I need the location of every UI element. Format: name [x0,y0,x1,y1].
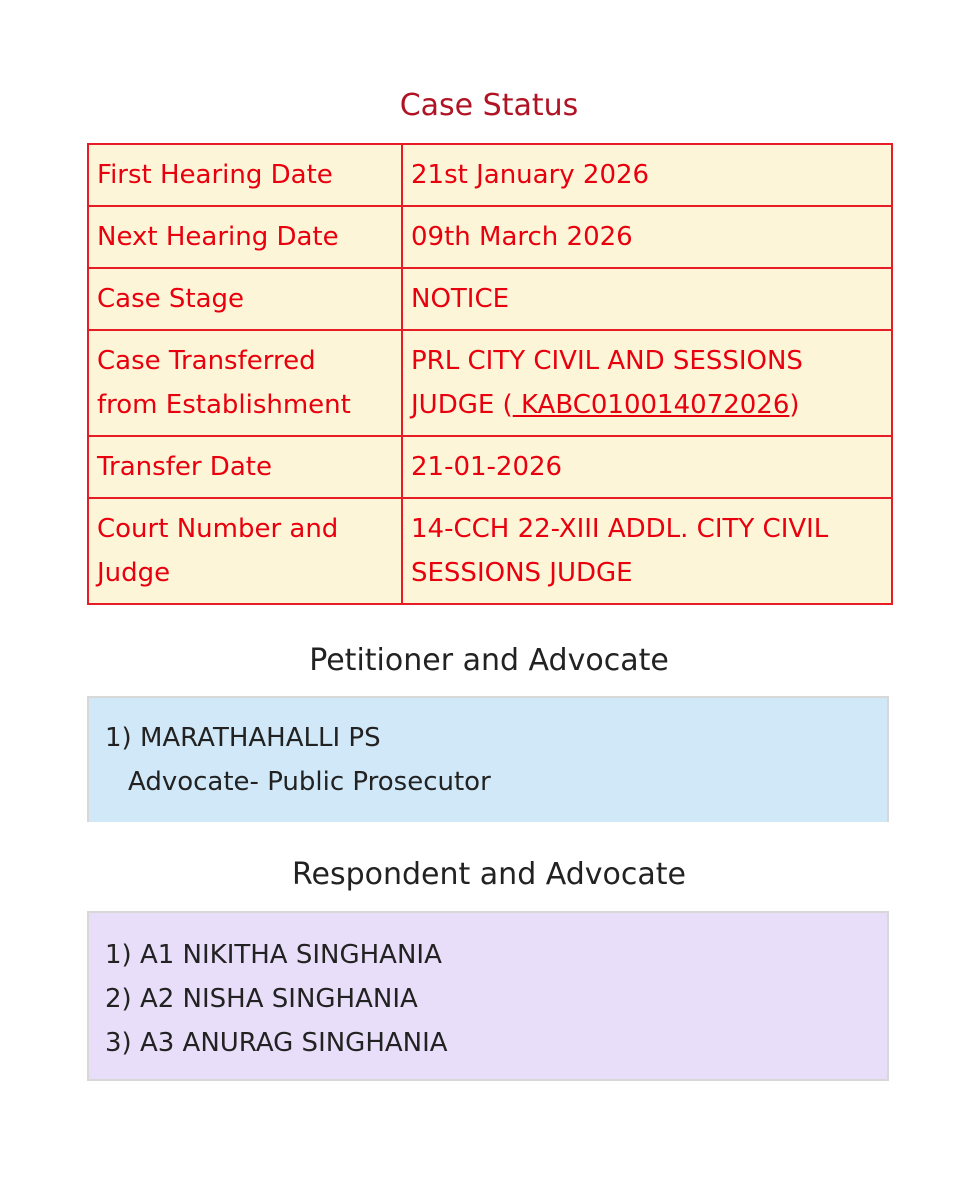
court-number-label-line1: Court Number and [97,514,339,544]
table-row [88,498,892,604]
respondent-box [87,911,889,1081]
case-transferred-value-suffix: ) [789,390,800,420]
transferred-case-link[interactable]: KABC010014072026 [512,390,790,420]
case-transferred-label-line2: from Establishment [97,390,351,420]
court-number-label-line2: Judge [97,558,171,588]
case-status-title: Case Status [399,88,579,123]
court-number-value [402,498,892,604]
case-stage-label: Case Stage [88,268,402,330]
case-transferred-value-prefix: JUDGE ( [411,390,513,420]
table-row [88,330,892,436]
next-hearing-date-label: Next Hearing Date [88,206,402,268]
petitioner-box [87,696,889,822]
first-hearing-date-value: 21st January 2026 [402,144,892,206]
case-transferred-value-line2 [411,383,883,427]
case-status-table [87,143,893,605]
transfer-date-value: 21-01-2026 [402,436,892,498]
transfer-date-label: Transfer Date [88,436,402,498]
respondent-item: 3) A3 ANURAG SINGHANIA [105,1028,448,1058]
petitioner-advocate: Advocate- Public Prosecutor [128,767,491,797]
respondent-title: Respondent and Advocate [291,857,687,892]
next-hearing-date-value: 09th March 2026 [402,206,892,268]
petitioner-name: 1) MARATHAHALLI PS [105,723,381,753]
case-stage-value: NOTICE [402,268,892,330]
court-number-value-line1: 14-CCH 22-XIII ADDL. CITY CIVIL [411,514,829,544]
table-row [88,144,892,206]
case-transferred-value-line1: PRL CITY CIVIL AND SESSIONS [411,346,803,376]
case-transferred-value [402,330,892,436]
case-transferred-label [88,330,402,436]
respondent-item: 2) A2 NISHA SINGHANIA [105,984,418,1014]
respondent-item: 1) A1 NIKITHA SINGHANIA [105,940,442,970]
court-number-value-line2: SESSIONS JUDGE [411,558,633,588]
court-number-label [88,498,402,604]
first-hearing-date-label: First Hearing Date [88,144,402,206]
table-row [88,206,892,268]
table-row [88,436,892,498]
case-transferred-label-line1: Case Transferred [97,346,316,376]
petitioner-title: Petitioner and Advocate [309,643,669,678]
table-row [88,268,892,330]
